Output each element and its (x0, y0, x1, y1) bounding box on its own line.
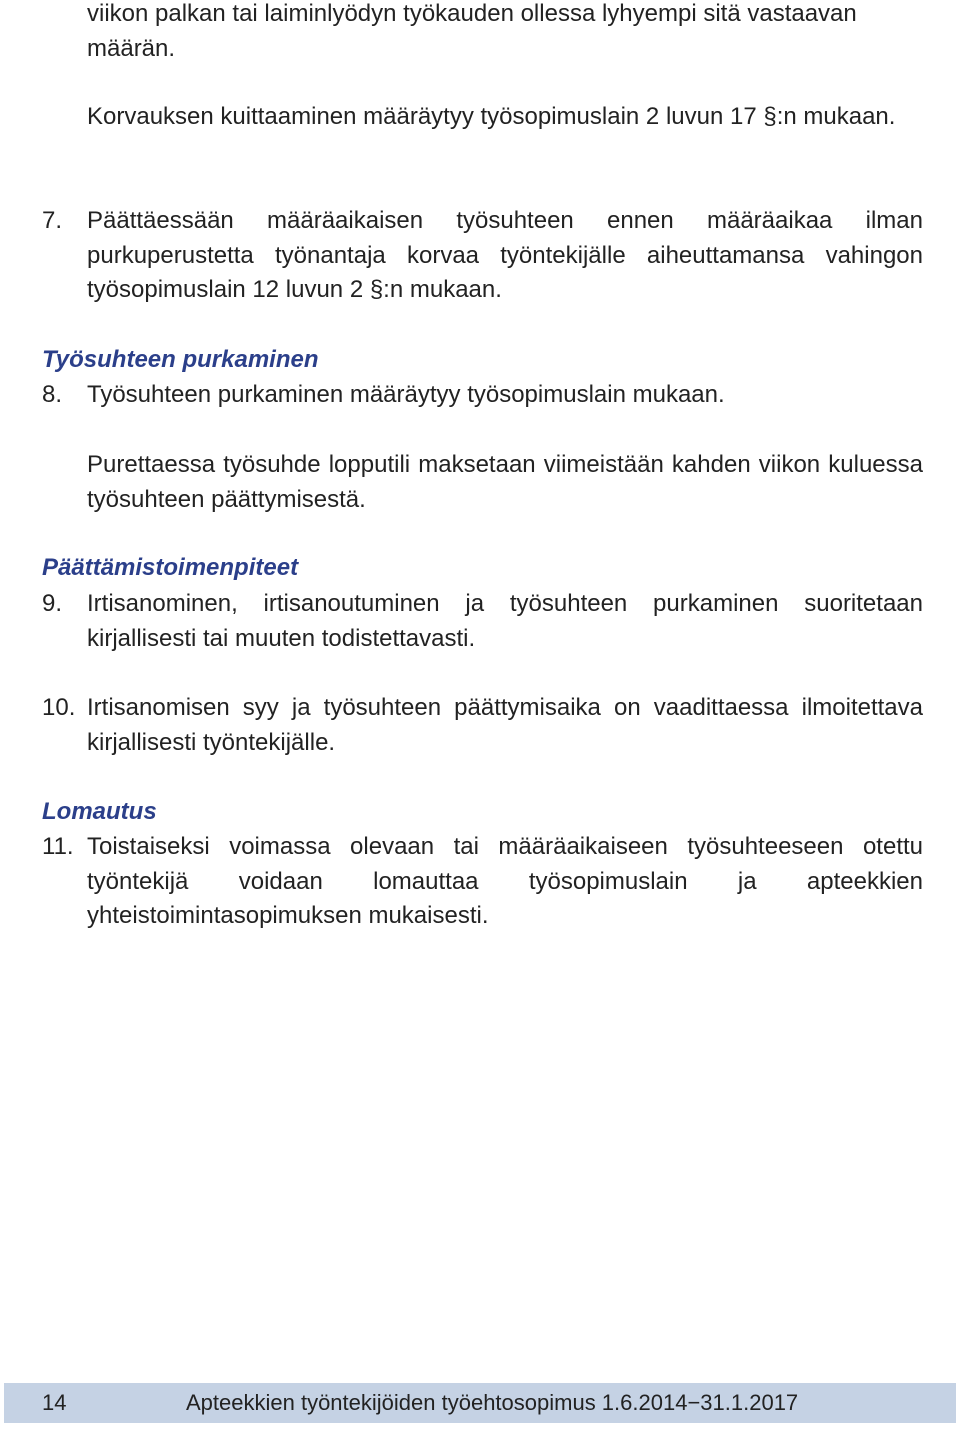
page-footer (4, 1383, 956, 1423)
item-9-number: 9. (42, 590, 63, 617)
item-8-number: 8. (42, 381, 63, 408)
compensation-paragraph: Korvauksen kuittaaminen määräytyy työsopimuslain 2 luvun 17 §:n mukaan. (87, 103, 896, 130)
item-10-text: Irtisanomisen syy ja työsuhteen päättymisaika on vaadittaessa ilmoitettava kirjallisesti työntekijälle. (87, 694, 923, 756)
item-9-text: Irtisanominen, irtisanoutuminen ja työsuhteen purkaminen suoritetaan kirjallisesti tai muuten todistettavasti. (87, 590, 923, 652)
item-7-number: 7. (42, 207, 63, 234)
dismissal-paragraph: Purettaessa työsuhde lopputili maksetaan viimeistään kahden viikon kuluessa työsuhteen päättymisestä. (87, 451, 923, 513)
item-10-number: 10. (42, 694, 76, 721)
footer-document-title: Apteekkien työntekijöiden työehtosopimus 1.6.2014−31.1.2017 (186, 1390, 799, 1415)
continuation-paragraph: viikon palkan tai laiminlyödyn työkauden ollessa lyhyempi sitä vastaavan määrän. (87, 0, 857, 62)
item-8-text: Työsuhteen purkaminen määräytyy työsopimuslain mukaan. (87, 381, 725, 408)
heading-tyosuhteen-purkaminen: Työsuhteen purkaminen (42, 346, 319, 373)
heading-lomautus: Lomautus (42, 798, 157, 825)
item-7-text: Päättäessään määräaikaisen työsuhteen ennen määräaikaa ilman purkuperustetta työnantaja korvaa työntekijälle aiheuttamansa vahingon työsopimuslain 12 luvun 2 §:n mukaan. (87, 207, 923, 303)
page-number: 14 (42, 1390, 67, 1415)
item-11-number: 11. (42, 833, 74, 860)
item-11-text: Toistaiseksi voimassa olevaan tai määräaikaiseen työsuhteeseen otettu työntekijä voidaan lomauttaa työsopimuslain ja apteekkien yhteistoimintasopimuksen mukaisesti. (87, 833, 923, 929)
heading-paattamistoimenpiteet: Päättämistoimenpiteet (42, 554, 299, 581)
